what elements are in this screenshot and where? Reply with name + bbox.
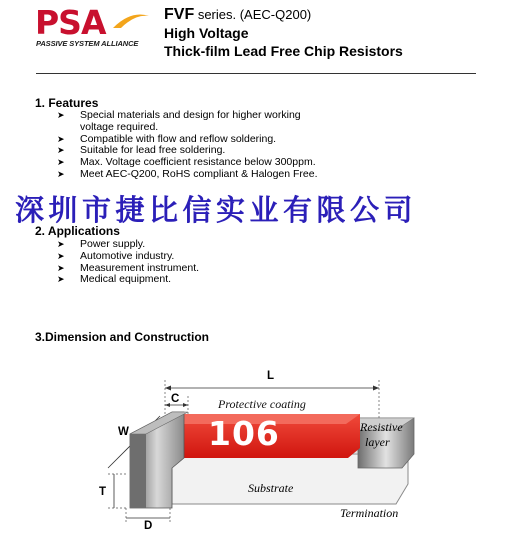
list-item: ➤ Automotive industry.: [57, 249, 175, 262]
arrow-bullet-icon: ➤: [57, 157, 65, 168]
features-list: [57, 110, 318, 181]
arrow-bullet-icon: ➤: [57, 133, 65, 144]
list-item: ➤ Suitable for lead free soldering.: [57, 144, 226, 157]
resistor-diagram: [96, 358, 426, 530]
dimension-l-label: L: [267, 370, 275, 382]
arrow-bullet-icon: ➤: [57, 274, 65, 285]
series-name: FVF: [164, 6, 195, 23]
construction-heading: 3.Dimension and Construction: [35, 330, 210, 344]
termination-label: Termination: [340, 506, 399, 520]
list-item: voltage required.: [80, 120, 159, 133]
substrate-label: Substrate: [248, 481, 294, 495]
list-item: ➤ Medical equipment.: [57, 273, 172, 286]
list-item: ➤ Max. Voltage coefficient resistance below 300ppm.: [57, 156, 316, 169]
dimension-d-label: D: [144, 520, 153, 532]
dimension-c-label: C: [171, 393, 180, 405]
title-block: [164, 6, 403, 60]
logo: [35, 3, 151, 48]
arrow-bullet-icon: ➤: [57, 110, 65, 120]
applications-list: [57, 239, 199, 286]
arrow-bullet-icon: ➤: [57, 262, 65, 273]
company-watermark: 深圳市捷比信实业有限公司: [15, 193, 418, 227]
subtitle: High Voltage: [164, 25, 249, 41]
resistor-code: 106: [208, 414, 280, 453]
features-heading: 1. Features: [35, 96, 99, 110]
resistive-layer-label-2: layer: [365, 435, 390, 449]
list-item: ➤ Meet AEC-Q200, RoHS compliant & Halogen Free.: [57, 167, 318, 180]
arrow-bullet-icon: ➤: [57, 145, 65, 156]
list-item: ➤ Power supply.: [57, 238, 146, 250]
arrow-bullet-icon: ➤: [57, 168, 65, 179]
dimension-w-label: W: [118, 426, 129, 438]
product-title: Thick-film Lead Free Chip Resistors: [164, 43, 403, 59]
resistive-layer-label-1: Resistive: [360, 420, 403, 434]
logo-tagline: PASSIVE SYSTEM ALLIANCE: [36, 39, 139, 48]
protective-coating-label: Protective coating: [218, 397, 306, 411]
series-suffix: series. (AEC-Q200): [194, 7, 312, 22]
list-item: ➤ Special materials and design for higher working: [57, 109, 301, 121]
list-item: ➤ Compatible with flow and reflow soldering.: [57, 132, 277, 145]
dimension-t-label: T: [99, 486, 107, 498]
series-line: [164, 6, 403, 24]
applications-heading: 2. Applications: [35, 224, 120, 238]
list-item: ➤ Measurement instrument.: [57, 261, 200, 274]
header-divider: [36, 73, 476, 74]
arrow-bullet-icon: ➤: [57, 239, 65, 249]
arrow-bullet-icon: ➤: [57, 250, 65, 261]
logo-wordmark: PSA: [35, 3, 106, 42]
